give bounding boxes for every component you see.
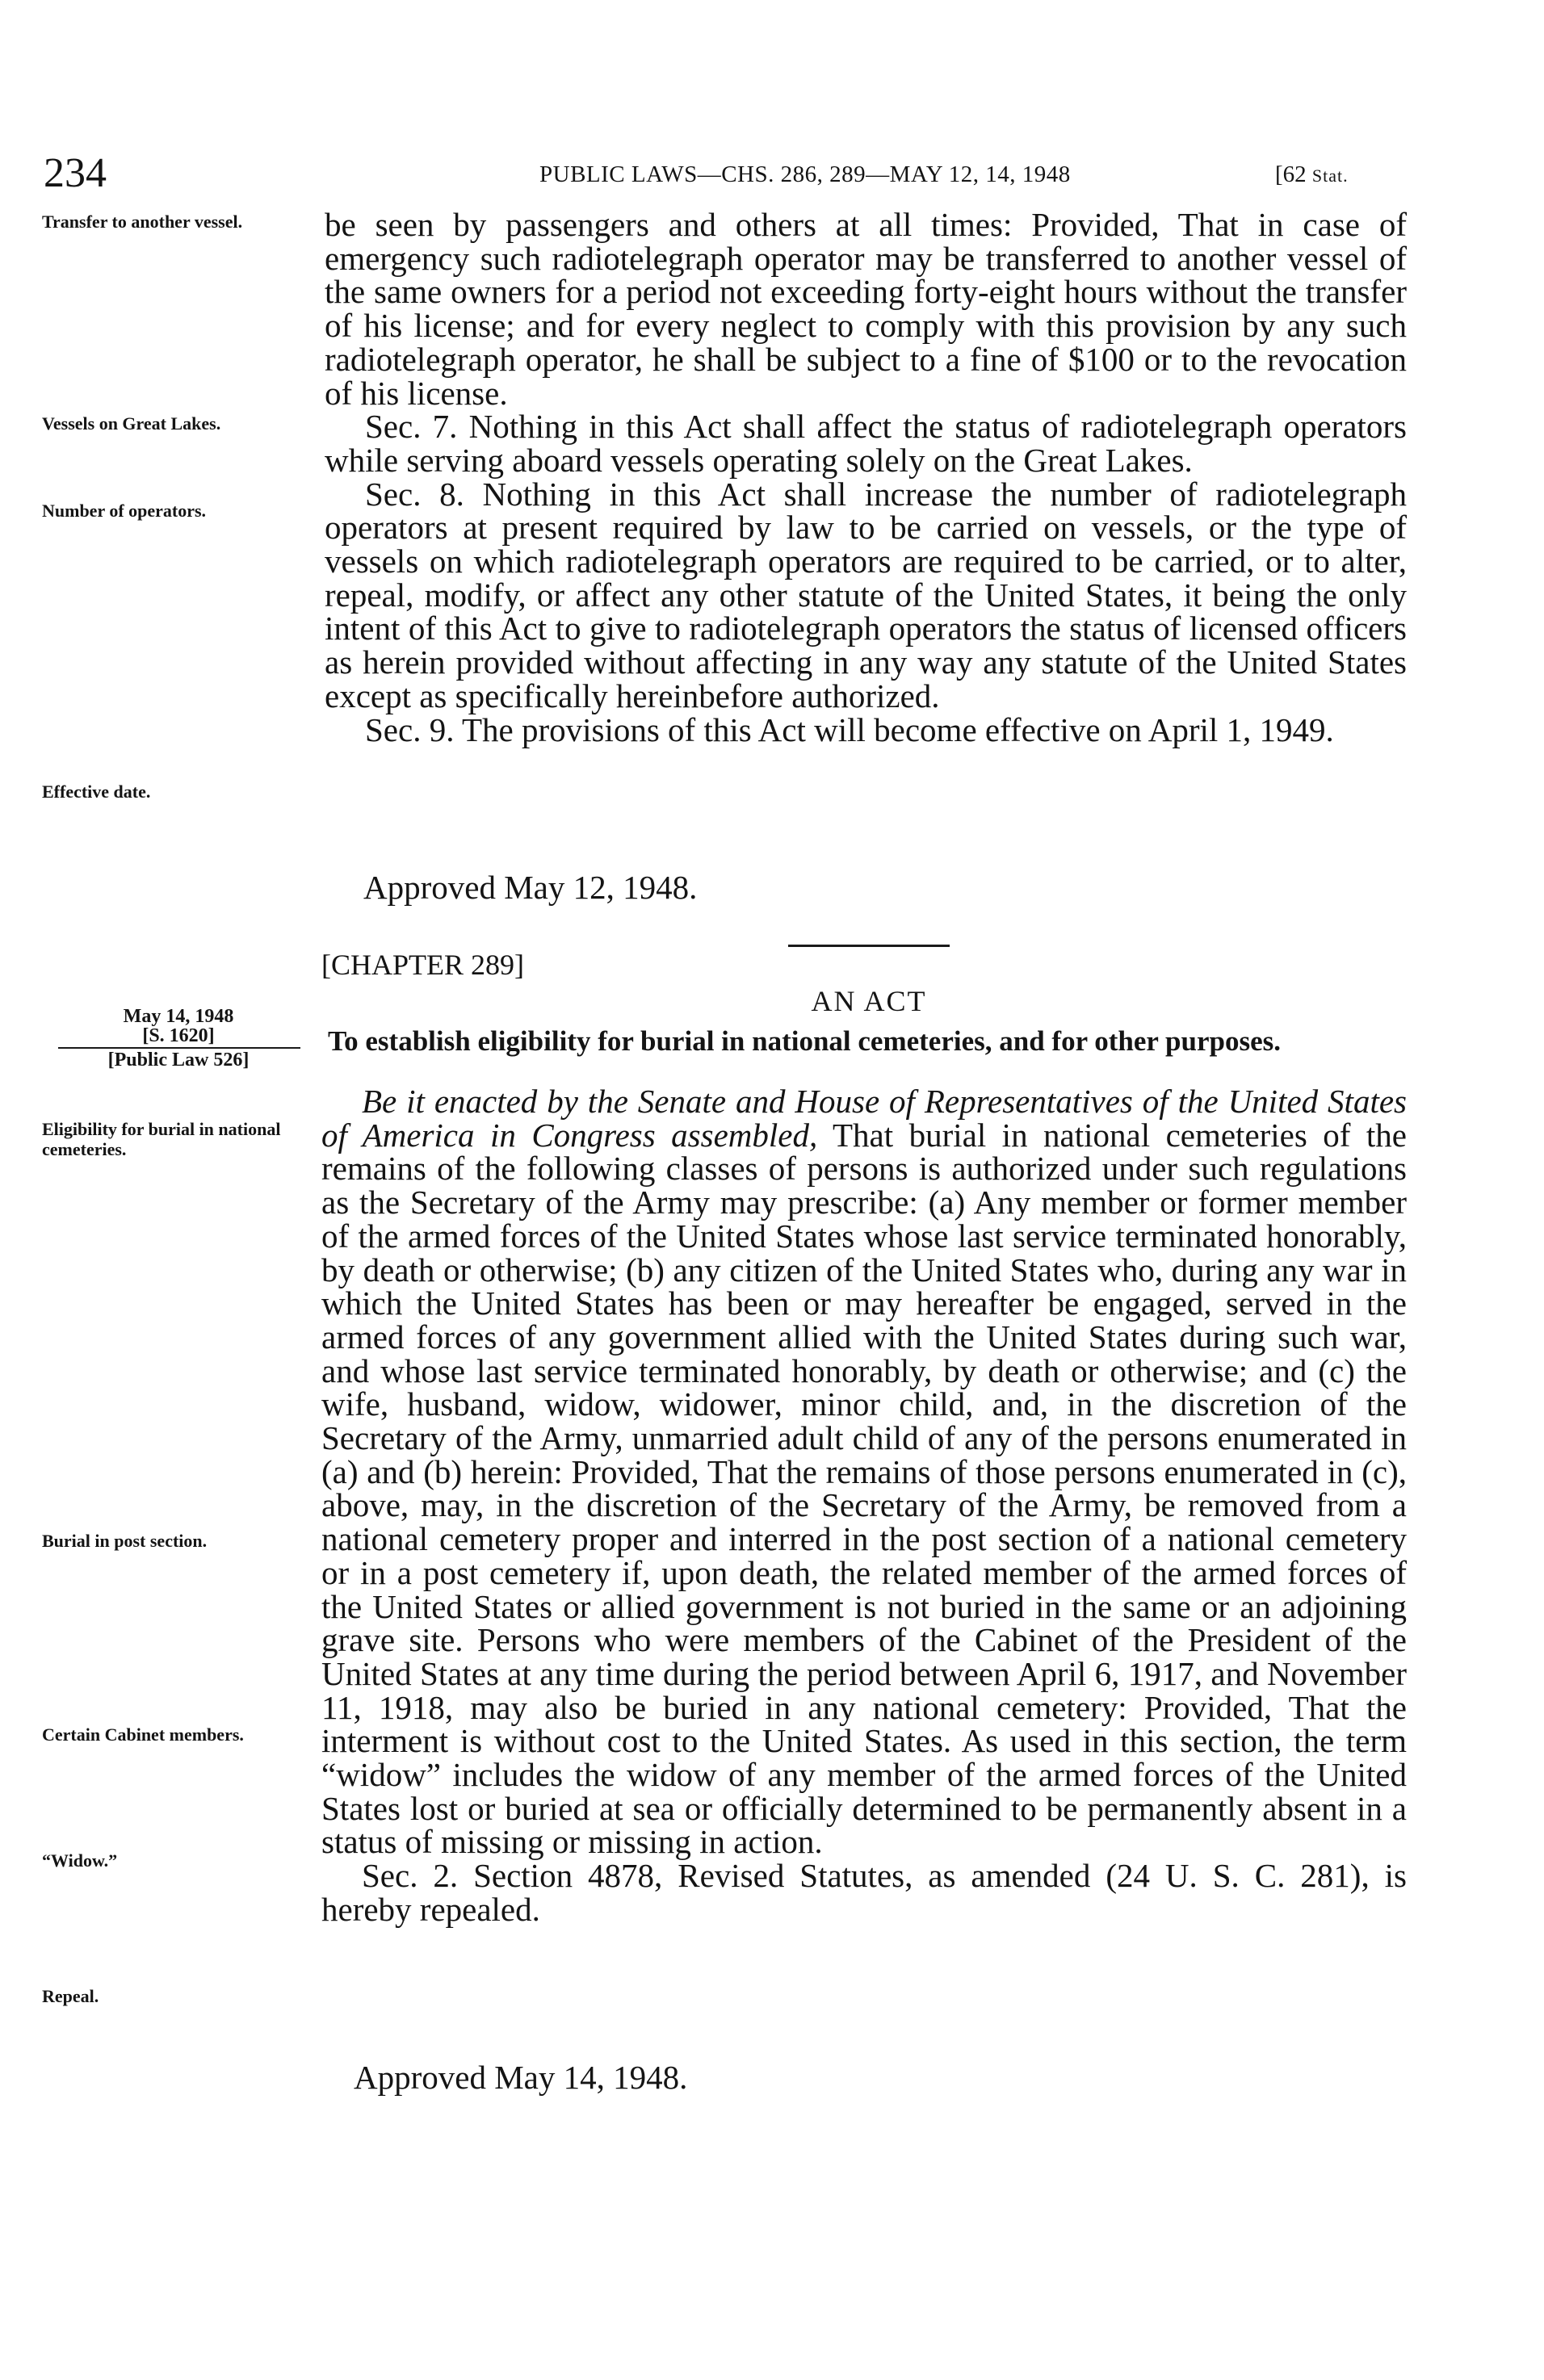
page-number: 234: [44, 150, 107, 196]
volume-reference: [1275, 158, 1349, 192]
enacting-clause: Be it enacted by the Senate and House of Representatives of the United States of America in Congress assembled,: [321, 1083, 1407, 1154]
chapter-286-text: [325, 208, 1407, 747]
section-1-text: That burial in national cemeteries of the remains of the following classes of persons is authorized under such regulations as the Secretary of the Army may prescribe: (a) Any member or former member of the armed forces of the United States whose last service terminated honorably, by death or otherwise; (b) any citizen of the United States who, during any war in which the United States has been or may hereafter be engaged, served in the armed forces of any government allied with the United States during such war, and whose last service terminated honorably, by death or otherwise; and (c) the wife, husband, widow, widower, minor child, and, in the discretion of the Secretary of the Army, unmarried adult child of any of the persons enumerated in (a) and (b) herein: Provided, That the remains of those persons enumerated in (c), above, may, in the discretion of the Secretary of the Army, be removed from a national cemetery proper and interred in the post section of a national cemetery or in a post cemetery if, upon death, the related member of the armed forces of the United States or allied government is not buried in the same or an adjoining grave site. Persons who were members of the Cabinet of the President of the United States at any time during the period between April 6, 1917, and November 11, 1918, may also be buried in any national cemetery: Provided, That the interment is without cost to the United States. As used in this section, the term “widow” includes the widow of any member of the armed forces of the United States lost or buried at sea or officially determined to be permanently absent in a status of missing or missing in action.: [321, 1116, 1408, 1861]
bill-number: [S. 1620]: [142, 1025, 215, 1046]
margin-note-operators: Number of operators.: [42, 501, 207, 521]
running-head: PUBLIC LAWS—CHS. 286, 289—MAY 12, 14, 1948: [539, 161, 1071, 187]
act-purpose: To establish eligibility for burial in national cemeteries, and for other purposes.: [328, 1025, 1282, 1057]
act-title: AN ACT: [811, 985, 927, 1017]
chapter-286-continuation: be seen by passengers and others at all times: Provided, That in case of emergency such radiotelegraph operator may be transferred to another vessel of the same owners for a period not exceeding forty-eight hours without the transfer of his license; and for every neglect to comply with this provision by any such radiotelegraph operator, he shall be subject to a fine of $100 or to the revocation of his license.: [325, 206, 1407, 412]
chapter-289-approval: Approved May 14, 1948.: [354, 2059, 688, 2096]
identifier-divider: [58, 1047, 300, 1049]
margin-note-post-section: Burial in post section.: [42, 1531, 208, 1551]
margin-note-widow: “Widow.”: [42, 1850, 118, 1871]
margin-note-cabinet: Certain Cabinet members.: [42, 1724, 244, 1745]
margin-note-transfer: Transfer to another vessel.: [42, 212, 243, 232]
act-separator-rule: [788, 945, 950, 947]
chapter-289-heading: [CHAPTER 289]: [321, 949, 524, 981]
act-date: May 14, 1948: [123, 1006, 234, 1027]
margin-note-effective-date: Effective date.: [42, 781, 151, 802]
volume-number: [62: [1275, 161, 1307, 187]
section-7: Sec. 7. Nothing in this Act shall affect the status of radiotelegraph operators while serving aboard vessels operating solely on the Great Lakes.: [325, 408, 1407, 479]
margin-note-eligibility: Eligibility for burial in national cemeteries.: [42, 1119, 281, 1159]
chapter-286-approval: Approved May 12, 1948.: [363, 869, 698, 906]
margin-note-repeal: Repeal.: [42, 1986, 99, 2006]
margin-note-great-lakes: Vessels on Great Lakes.: [42, 413, 221, 434]
section-2: Sec. 2. Section 4878, Revised Statutes, as amended (24 U. S. C. 281), is hereby repealed.: [321, 1857, 1407, 1928]
chapter-289-text: [321, 1085, 1407, 1927]
section-9: Sec. 9. The provisions of this Act will become effective on April 1, 1949.: [365, 710, 1334, 748]
public-law-number: [Public Law 526]: [107, 1050, 250, 1071]
section-8: Sec. 8. Nothing in this Act shall increase the number of radiotelegraph operators at present required by law to be carried on vessels, or the type of vessels on which radiotelegraph operators are required to be carried, or to alter, repeal, modify, or affect any other statute of the United States, it being the only intent of this Act to give to radiotelegraph operators the status of licensed officers as herein provided without affecting in any way any statute of the United States except as specifically hereinbefore authorized.: [325, 475, 1407, 714]
volume-abbrev: Stat.: [1311, 166, 1349, 186]
section-1: [321, 1085, 1407, 1859]
